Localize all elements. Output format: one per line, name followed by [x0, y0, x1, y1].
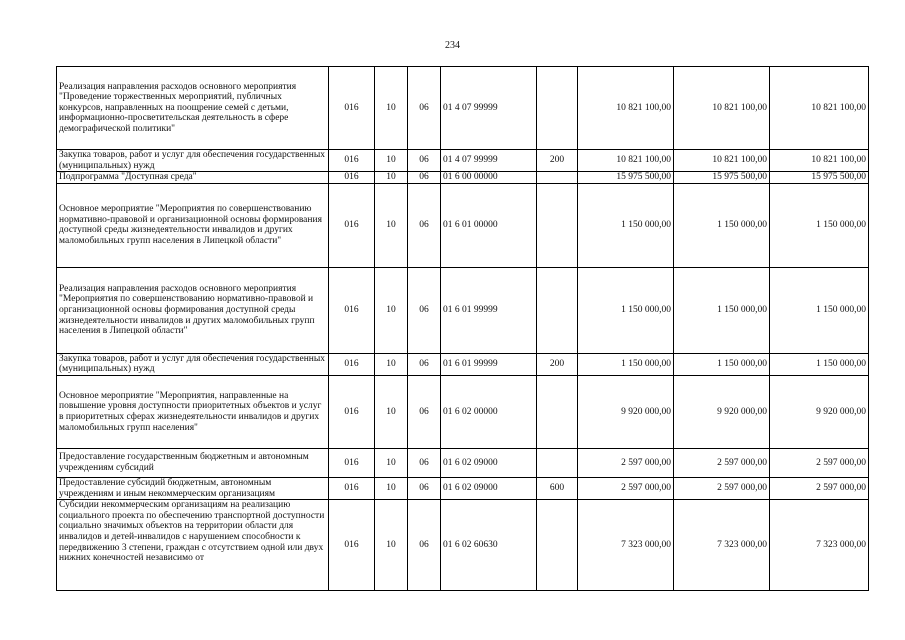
amount-year3-cell: 7 323 000,00 — [770, 500, 869, 591]
amount-year2-cell: 2 597 000,00 — [674, 448, 770, 477]
expense-type-cell — [537, 448, 578, 477]
amount-year1-cell: 15 975 500,00 — [578, 172, 674, 184]
amount-year1-cell: 1 150 000,00 — [578, 267, 674, 353]
ministry-code-cell: 016 — [329, 67, 375, 150]
subsection-code-cell: 06 — [408, 183, 441, 267]
amount-year1-cell: 2 597 000,00 — [578, 477, 674, 499]
ministry-code-cell: 016 — [329, 375, 375, 448]
amount-year2-cell: 7 323 000,00 — [674, 500, 770, 591]
row-name-cell: Предоставление государственным бюджетным и автономным учреждениям субсидий — [57, 448, 329, 477]
amount-year1-cell: 9 920 000,00 — [578, 375, 674, 448]
amount-year2-cell: 15 975 500,00 — [674, 172, 770, 184]
budget-table — [56, 66, 869, 591]
section-code-cell: 10 — [375, 183, 408, 267]
section-code-cell: 10 — [375, 353, 408, 375]
table-row — [57, 150, 869, 172]
target-article-cell: 01 6 02 09000 — [441, 477, 537, 499]
amount-year3-cell: 10 821 100,00 — [770, 67, 869, 150]
expense-type-cell: 200 — [537, 150, 578, 172]
amount-year2-cell: 9 920 000,00 — [674, 375, 770, 448]
row-name-cell: Реализация направления расходов основного мероприятия "Проведение торжественных мероприятий, публичных конкурсов, направленных на поощрение семей с детьми, информационно-просветительская деятельность в сфере демографической политики" — [57, 67, 329, 150]
row-name-cell: Основное мероприятие "Мероприятия по совершенствованию нормативно-правовой и организационной основы формирования доступной среды жизнедеятельности инвалидов и других маломобильных групп населения в Липецкой области" — [57, 183, 329, 267]
expense-type-cell — [537, 172, 578, 184]
section-code-cell: 10 — [375, 267, 408, 353]
section-code-cell: 10 — [375, 150, 408, 172]
row-name-cell: Предоставление субсидий бюджетным, автономным учреждениям и иным некоммерческим организациям — [57, 477, 329, 499]
amount-year2-cell: 2 597 000,00 — [674, 477, 770, 499]
row-name-cell: Основное мероприятие "Мероприятия, направленные на повышение уровня доступности приоритетных объектов и услуг в приоритетных сферах жизнедеятельности инвалидов и других маломобильных групп населения" — [57, 375, 329, 448]
section-code-cell: 10 — [375, 67, 408, 150]
subsection-code-cell: 06 — [408, 500, 441, 591]
target-article-cell: 01 6 00 00000 — [441, 172, 537, 184]
amount-year3-cell: 10 821 100,00 — [770, 150, 869, 172]
amount-year2-cell: 10 821 100,00 — [674, 150, 770, 172]
table-row — [57, 477, 869, 499]
expense-type-cell — [537, 500, 578, 591]
expense-type-cell — [537, 183, 578, 267]
section-code-cell: 10 — [375, 172, 408, 184]
section-code-cell: 10 — [375, 500, 408, 591]
expense-type-cell: 200 — [537, 353, 578, 375]
subsection-code-cell: 06 — [408, 172, 441, 184]
target-article-cell: 01 6 02 60630 — [441, 500, 537, 591]
amount-year1-cell: 10 821 100,00 — [578, 150, 674, 172]
ministry-code-cell: 016 — [329, 150, 375, 172]
target-article-cell: 01 6 02 09000 — [441, 448, 537, 477]
target-article-cell: 01 6 01 99999 — [441, 353, 537, 375]
amount-year3-cell: 1 150 000,00 — [770, 267, 869, 353]
subsection-code-cell: 06 — [408, 448, 441, 477]
expense-type-cell — [537, 375, 578, 448]
amount-year1-cell: 2 597 000,00 — [578, 448, 674, 477]
budget-table-body — [57, 67, 869, 591]
amount-year1-cell: 10 821 100,00 — [578, 67, 674, 150]
section-code-cell: 10 — [375, 448, 408, 477]
expense-type-cell — [537, 267, 578, 353]
target-article-cell: 01 4 07 99999 — [441, 67, 537, 150]
table-row — [57, 448, 869, 477]
row-name-cell: Закупка товаров, работ и услуг для обеспечения государственных (муниципальных) нужд — [57, 150, 329, 172]
amount-year3-cell: 2 597 000,00 — [770, 448, 869, 477]
amount-year3-cell: 15 975 500,00 — [770, 172, 869, 184]
amount-year2-cell: 1 150 000,00 — [674, 183, 770, 267]
ministry-code-cell: 016 — [329, 448, 375, 477]
subsection-code-cell: 06 — [408, 67, 441, 150]
subsection-code-cell: 06 — [408, 150, 441, 172]
table-row — [57, 353, 869, 375]
subsection-code-cell: 06 — [408, 353, 441, 375]
page-number: 234 — [445, 40, 460, 51]
row-name-cell: Закупка товаров, работ и услуг для обеспечения государственных (муниципальных) нужд — [57, 353, 329, 375]
target-article-cell: 01 6 01 99999 — [441, 267, 537, 353]
subsection-code-cell: 06 — [408, 375, 441, 448]
amount-year1-cell: 7 323 000,00 — [578, 500, 674, 591]
table-row — [57, 67, 869, 150]
table-row — [57, 183, 869, 267]
amount-year1-cell: 1 150 000,00 — [578, 353, 674, 375]
row-name-cell: Субсидии некоммерческим организациям на реализацию социального проекта по обеспечению транспортной доступности социально значимых объектов на территории области для инвалидов и детей-инвалидов с нарушением способности к передвижению 3 степени, граждан с отсутствием одной или двух нижних конечностей независимо от — [57, 500, 329, 591]
amount-year3-cell: 9 920 000,00 — [770, 375, 869, 448]
section-code-cell: 10 — [375, 477, 408, 499]
table-row — [57, 267, 869, 353]
target-article-cell: 01 6 02 00000 — [441, 375, 537, 448]
ministry-code-cell: 016 — [329, 267, 375, 353]
ministry-code-cell: 016 — [329, 172, 375, 184]
ministry-code-cell: 016 — [329, 477, 375, 499]
amount-year3-cell: 1 150 000,00 — [770, 183, 869, 267]
amount-year2-cell: 1 150 000,00 — [674, 267, 770, 353]
ministry-code-cell: 016 — [329, 500, 375, 591]
amount-year2-cell: 1 150 000,00 — [674, 353, 770, 375]
expense-type-cell — [537, 67, 578, 150]
ministry-code-cell: 016 — [329, 183, 375, 267]
table-row — [57, 375, 869, 448]
target-article-cell: 01 4 07 99999 — [441, 150, 537, 172]
ministry-code-cell: 016 — [329, 353, 375, 375]
expense-type-cell: 600 — [537, 477, 578, 499]
target-article-cell: 01 6 01 00000 — [441, 183, 537, 267]
table-row — [57, 500, 869, 591]
amount-year1-cell: 1 150 000,00 — [578, 183, 674, 267]
subsection-code-cell: 06 — [408, 477, 441, 499]
amount-year2-cell: 10 821 100,00 — [674, 67, 770, 150]
subsection-code-cell: 06 — [408, 267, 441, 353]
row-name-cell: Реализация направления расходов основного мероприятия "Мероприятия по совершенствованию нормативно-правовой и организационной основы формирования доступной среды жизнедеятельности инвалидов и других маломобильных групп населения в Липецкой области" — [57, 267, 329, 353]
table-row — [57, 172, 869, 184]
section-code-cell: 10 — [375, 375, 408, 448]
amount-year3-cell: 2 597 000,00 — [770, 477, 869, 499]
amount-year3-cell: 1 150 000,00 — [770, 353, 869, 375]
row-name-cell: Подпрограмма "Доступная среда" — [57, 172, 329, 184]
